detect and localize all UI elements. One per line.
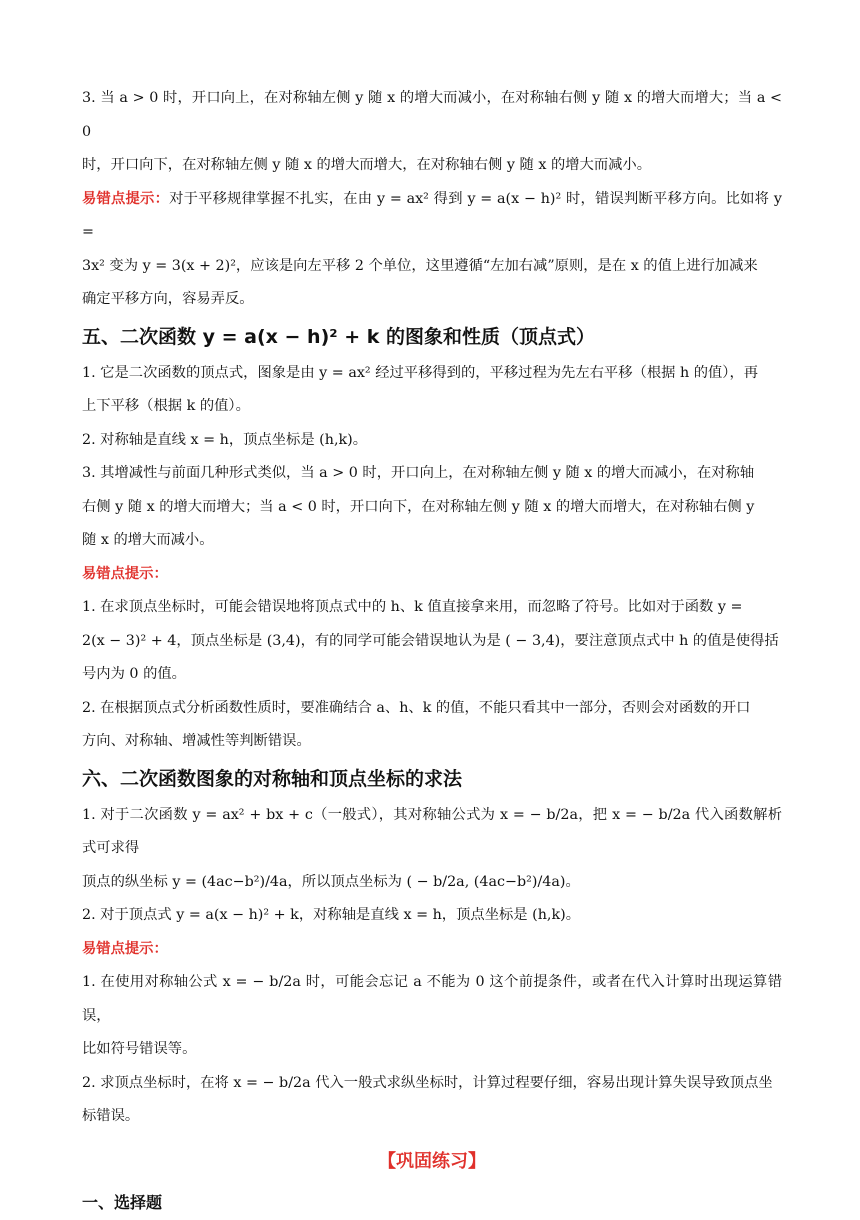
error-tip-label: 易错点提示：	[82, 940, 168, 957]
line-l5: 确定平移方向，容易弄反。	[82, 291, 254, 307]
line-l19: 顶点的纵坐标 y = (4ac−b²)/4a，所以顶点坐标为 ( − b/2a, (4ac−b²)/4a)。	[82, 873, 580, 890]
line-l18: 1. 对于二次函数 y = ax² + bx + c（一般式），其对称轴公式为 x = − b/2a，把 x = − b/2a 代入函数解析式可求得	[82, 806, 782, 856]
line-l16: 2. 在根据顶点式分析函数性质时，要准确结合 a、h、k 的值，不能只看其中一部分，否则会对函数的开口	[82, 699, 751, 716]
line-l15: 号内为 0 的值。	[82, 666, 186, 682]
line-l25: 标错误。	[82, 1108, 140, 1124]
section-5-heading: 五、二次函数 y = a(x − h)² + k 的图象和性质（顶点式）	[82, 325, 595, 348]
line-l14: 2(x − 3)² + 4，顶点坐标是 (3,4)，有的同学可能会错误地认为是 ( − 3,4)，要注意顶点式中 h 的值是使得括	[82, 632, 779, 649]
section-6-heading: 六、二次函数图象的对称轴和顶点坐标的求法	[82, 767, 463, 790]
practice-heading: 【巩固练习】	[378, 1150, 486, 1172]
line-l10: 右侧 y 随 x 的增大而增大；当 a < 0 时，开口向下，在对称轴左侧 y 随 x 的增大而增大，在对称轴右侧 y	[82, 498, 755, 515]
line-l24: 2. 求顶点坐标时，在将 x = − b/2a 代入一般式求纵坐标时，计算过程要仔细，容易出现计算失误导致顶点坐	[82, 1074, 773, 1091]
line-l11: 随 x 的增大而减小。	[82, 532, 214, 548]
error-tip-label: 易错点提示：	[82, 565, 168, 582]
line-l23: 比如符号错误等。	[82, 1041, 197, 1057]
line-l8: 2. 对称轴是直线 x = h，顶点坐标是 (h,k)。	[82, 431, 368, 448]
line-l3	[82, 183, 782, 250]
line-l22: 1. 在使用对称轴公式 x = − b/2a 时，可能会忘记 a 不能为 0 这个前提条件，或者在代入计算时出现运算错误，	[82, 974, 782, 1024]
line-l2: 时，开口向下，在对称轴左侧 y 随 x 的增大而增大，在对称轴右侧 y 随 x 的增大而减小。	[82, 157, 652, 173]
line-l17: 方向、对称轴、增减性等判断错误。	[82, 733, 311, 749]
line-l3-text: 对于平移规律掌握不扎实，在由 y = ax² 得到 y = a(x − h)² 时，错误判断平移方向。比如将 y =	[82, 190, 782, 240]
document-page	[82, 82, 782, 1220]
line-l20: 2. 对于顶点式 y = a(x − h)² + k，对称轴是直线 x = h，顶点坐标是 (h,k)。	[82, 907, 580, 923]
error-tip-label: 易错点提示：	[82, 190, 170, 207]
line-l4: 3x² 变为 y = 3(x + 2)²，应该是向左平移 2 个单位，这里遵循“左加右减”原则，是在 x 的值上进行加减来	[82, 257, 758, 274]
line-l13: 1. 在求顶点坐标时，可能会错误地将顶点式中的 h、k 值直接拿来用，而忽略了符号。比如对于函数 y =	[82, 599, 743, 615]
line-l6: 1. 它是二次函数的顶点式，图象是由 y = ax² 经过平移得到的，平移过程为先左右平移（根据 h 的值），再	[82, 364, 759, 381]
line-l7: 上下平移（根据 k 的值）。	[82, 398, 250, 414]
multiple-choice-heading: 一、选择题	[82, 1192, 163, 1212]
line-l9: 3. 其增减性与前面几种形式类似，当 a > 0 时，开口向上，在对称轴左侧 y 随 x 的增大而减小，在对称轴	[82, 465, 755, 481]
line-l1: 3. 当 a > 0 时，开口向上，在对称轴左侧 y 随 x 的增大而减小，在对称轴右侧 y 随 x 的增大而增大；当 a < 0	[82, 90, 782, 140]
